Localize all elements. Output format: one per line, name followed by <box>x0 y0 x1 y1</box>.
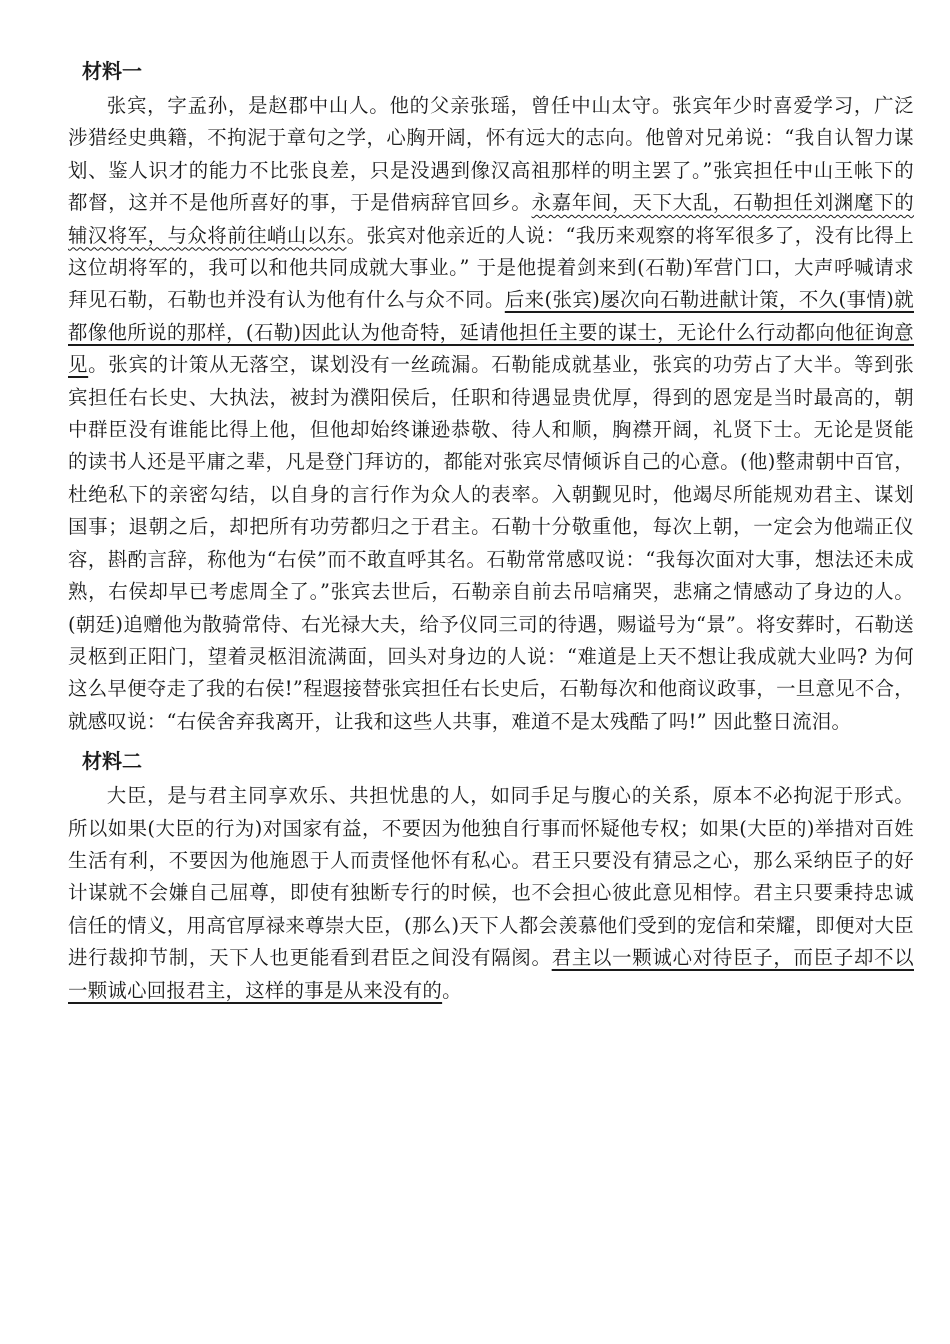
material-two-underlined-sentence: 君主以一颗诚心对待臣子，而臣子却不以一颗诚心回报君主，这样的事是从来没有的 <box>68 946 914 1002</box>
material-two-text-part-2: 。 <box>442 978 462 1002</box>
material-one-wavy-underlined-sentence: 永嘉年间，天下大乱，石勒担任刘渊麾下的辅汉将军，与众将前往峭山以东 <box>68 191 915 247</box>
material-two-heading: 材料二 <box>82 749 142 774</box>
material-one-text-part-1: 张宾，字孟孙，是赵郡中山人。他的父亲张瑶，曾任中山太守。张宾年少时喜爱学习，广泛涉猎经史典籍，不拘泥于章句之学，心胸开阔，怀有远大的志向。他曾对兄弟说：“我自认智力谋划、鉴人识才的能力不比张良差，只是没遇到像汉高祖那样的明主罢了。”张宾担任中山王帐下的都督，这并不是他所喜好的事，于是借病辞官回乡。 <box>68 94 914 215</box>
material-one-heading: 材料一 <box>82 59 142 83</box>
material-one-text-part-3: 。张宾的计策从无落空，谋划没有一丝疏漏。石勒能成就基业，张宾的功劳占了大半。等到张宾担任右长史、大执法，被封为濮阳侯后，任职和待遇显贵优厚，得到的恩宠是当时最高的，朝中群臣没有谁能比得上他，但他却始终谦逊恭敬、待人和顺，胸襟开阔，礼贤下士。无论是贤能的读书人还是平庸之辈，凡是登门拜访的，都能对张宾尽情倾诉自己的心意。(他)整肃朝中百官，杜绝私下的亲密勾结，以自身的言行作为众人的表率。入朝觐见时，他竭尽所能规劝君主、谋划国事；退朝之后，却把所有功劳都归之于君主。石勒十分敬重他，每次上朝，一定会为他端正仪容，斟酌言辞，称他为“右侯”而不敢直呼其名。石勒常常感叹说：“我每次面对大事，想法还未成熟，右侯却早已考虑周全了。”张宾去世后，石勒亲自前去吊唁痛哭，悲痛之情感动了身边的人。(朝廷)追赠他为散骑常侍、右光禄大夫，给予仪同三司的待遇，赐谥号为“景”。将安葬时，石勒送灵柩到正阳门，望着灵柩泪流满面，回头对身边的人说：“难道是上天不想让我成就大业吗? 为何这么早便夺走了我的右侯!”程遐接替张宾担任右长史后，石勒每次和他商议政事，一旦意见不合，就感叹说：“右侯舍弃我离开，让我和这些人共事，难道不是太残酷了吗!” 因此整日流泪。 <box>68 353 914 733</box>
material-one-paragraph <box>68 90 914 738</box>
material-one-underlined-sentence: 后来(张宾)屡次向石勒进献计策，不久(事情)就都像他所说的那样，(石勒)因此认为他奇特，延请他担任主要的谋士，无论什么行动都向他征询意见 <box>68 288 914 377</box>
material-two-text-part-1: 大臣，是与君主同享欢乐、共担忧患的人，如同手足与腹心的关系，原本不必拘泥于形式。所以如果(大臣的行为)对国家有益，不要因为他独自行事而怀疑他专权；如果(大臣的)举措对百姓生活有利，不要因为他施恩于人而责怪他怀有私心。君王只要没有猜忌之心，那么采纳臣子的好计谋就不会嫌自己屈尊，即使有独断专行的时候，也不会担心彼此意见相悖。君主只要秉持忠诚信任的情义，用高官厚禄来尊崇大臣，(那么)天下人都会羡慕他们受到的宠信和荣耀，即便对大臣进行裁抑节制，天下人也更能看到君臣之间没有隔阂。 <box>68 784 914 970</box>
document-page <box>68 52 914 1007</box>
material-two-paragraph <box>68 780 914 1007</box>
material-one-text-part-2: 。张宾对他亲近的人说：“我历来观察的将军很多了，没有比得上这位胡将军的，我可以和他共同成就大事业。” 于是他提着剑来到(石勒)军营门口，大声呼喊请求拜见石勒，石勒也并没有认为他有什么与众不同。 <box>68 223 914 312</box>
